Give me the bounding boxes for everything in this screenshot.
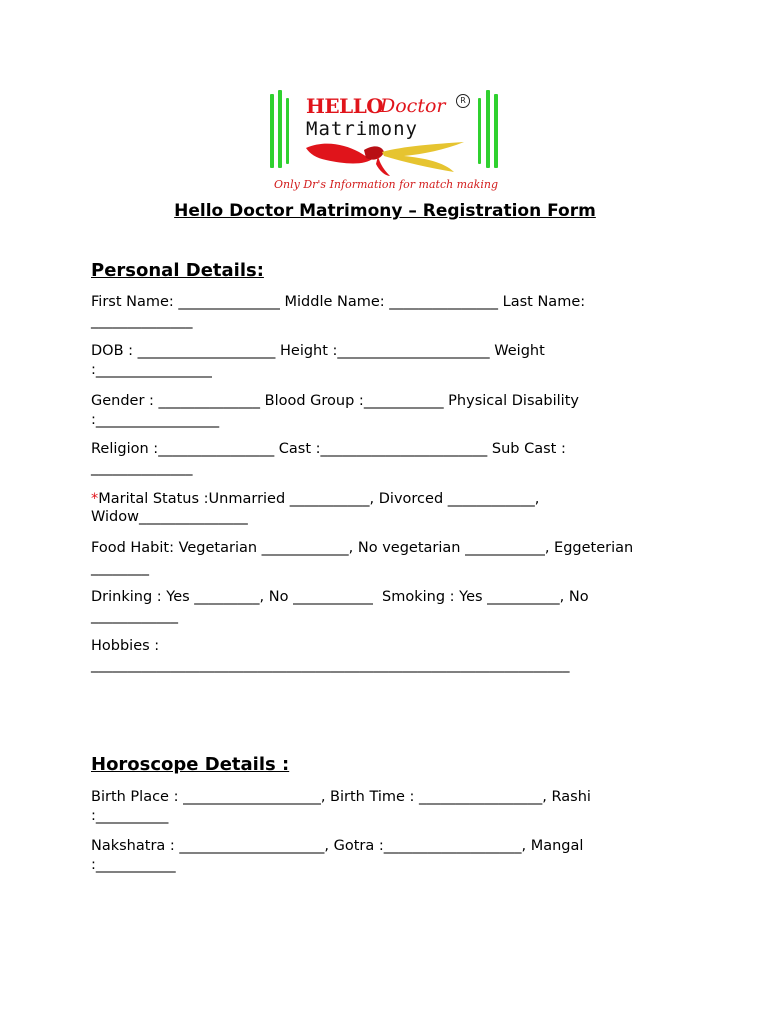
- drinking-smoking-line-2: ____________: [91, 608, 178, 624]
- gender-fields-line-2: :_________________: [91, 412, 220, 428]
- birth-fields-line-2: :__________: [91, 808, 169, 824]
- gender-fields-line-1: Gender : ______________ Blood Group :___________ Physical Disability: [91, 393, 579, 409]
- form-title: Hello Doctor Matrimony – Registration Form: [174, 201, 596, 221]
- logo-ribbon-icon: [304, 138, 474, 178]
- nakshatra-fields-line-1: Nakshatra : ____________________, Gotra :___________________, Mangal: [91, 838, 584, 854]
- food-habit-line-2: ________: [91, 560, 149, 576]
- marital-fields-line-2: Widow_______________: [91, 509, 248, 525]
- logo-tagline: Only Dr's Information for match making: [274, 178, 498, 191]
- logo-bar-right-2: [486, 90, 490, 168]
- logo-bar-right-1: [478, 98, 481, 164]
- dob-fields-line-2: :________________: [91, 362, 212, 378]
- registered-mark-icon: R: [456, 94, 470, 108]
- logo-bar-right-3: [494, 94, 498, 168]
- marital-fields-line-1: [91, 491, 539, 508]
- name-fields-line-2: ______________: [91, 313, 193, 329]
- hobbies-label: Hobbies :: [91, 638, 160, 654]
- logo-bar-left-3: [286, 98, 289, 164]
- logo-bar-left-1: [270, 94, 274, 168]
- food-habit-line-1: Food Habit: Vegetarian ____________, No vegetarian ___________, Eggeterian: [91, 540, 634, 556]
- name-fields-line-1: First Name: ______________ Middle Name: _______________ Last Name:: [91, 294, 586, 310]
- birth-fields-line-1: Birth Place : ___________________, Birth Time : _________________, Rashi: [91, 789, 591, 805]
- logo-brand-doctor: Doctor: [380, 95, 446, 117]
- dob-fields-line-1: DOB : ___________________ Height :_____________________ Weight: [91, 343, 545, 359]
- religion-fields-line-1: Religion :________________ Cast :_______________________ Sub Cast :: [91, 441, 566, 457]
- personal-details-heading: Personal Details:: [91, 260, 264, 281]
- logo-brand-hello: HELLO: [306, 94, 384, 118]
- marital-fields-text: Marital Status :Unmarried ___________, Divorced ____________,: [98, 491, 540, 507]
- drinking-smoking-line-1: Drinking : Yes _________, No ___________ Smoking : Yes __________, No: [91, 589, 589, 605]
- nakshatra-fields-line-2: :___________: [91, 857, 176, 873]
- required-mark: *: [91, 491, 99, 507]
- logo-bar-left-2: [278, 90, 282, 168]
- religion-fields-line-2: ______________: [91, 460, 193, 476]
- logo-brand-matrimony: Matrimony: [306, 118, 418, 140]
- hello-doctor-matrimony-logo: [268, 88, 504, 196]
- horoscope-details-heading: Horoscope Details :: [91, 754, 290, 775]
- hobbies-line: __________________________________________________________________: [91, 657, 570, 673]
